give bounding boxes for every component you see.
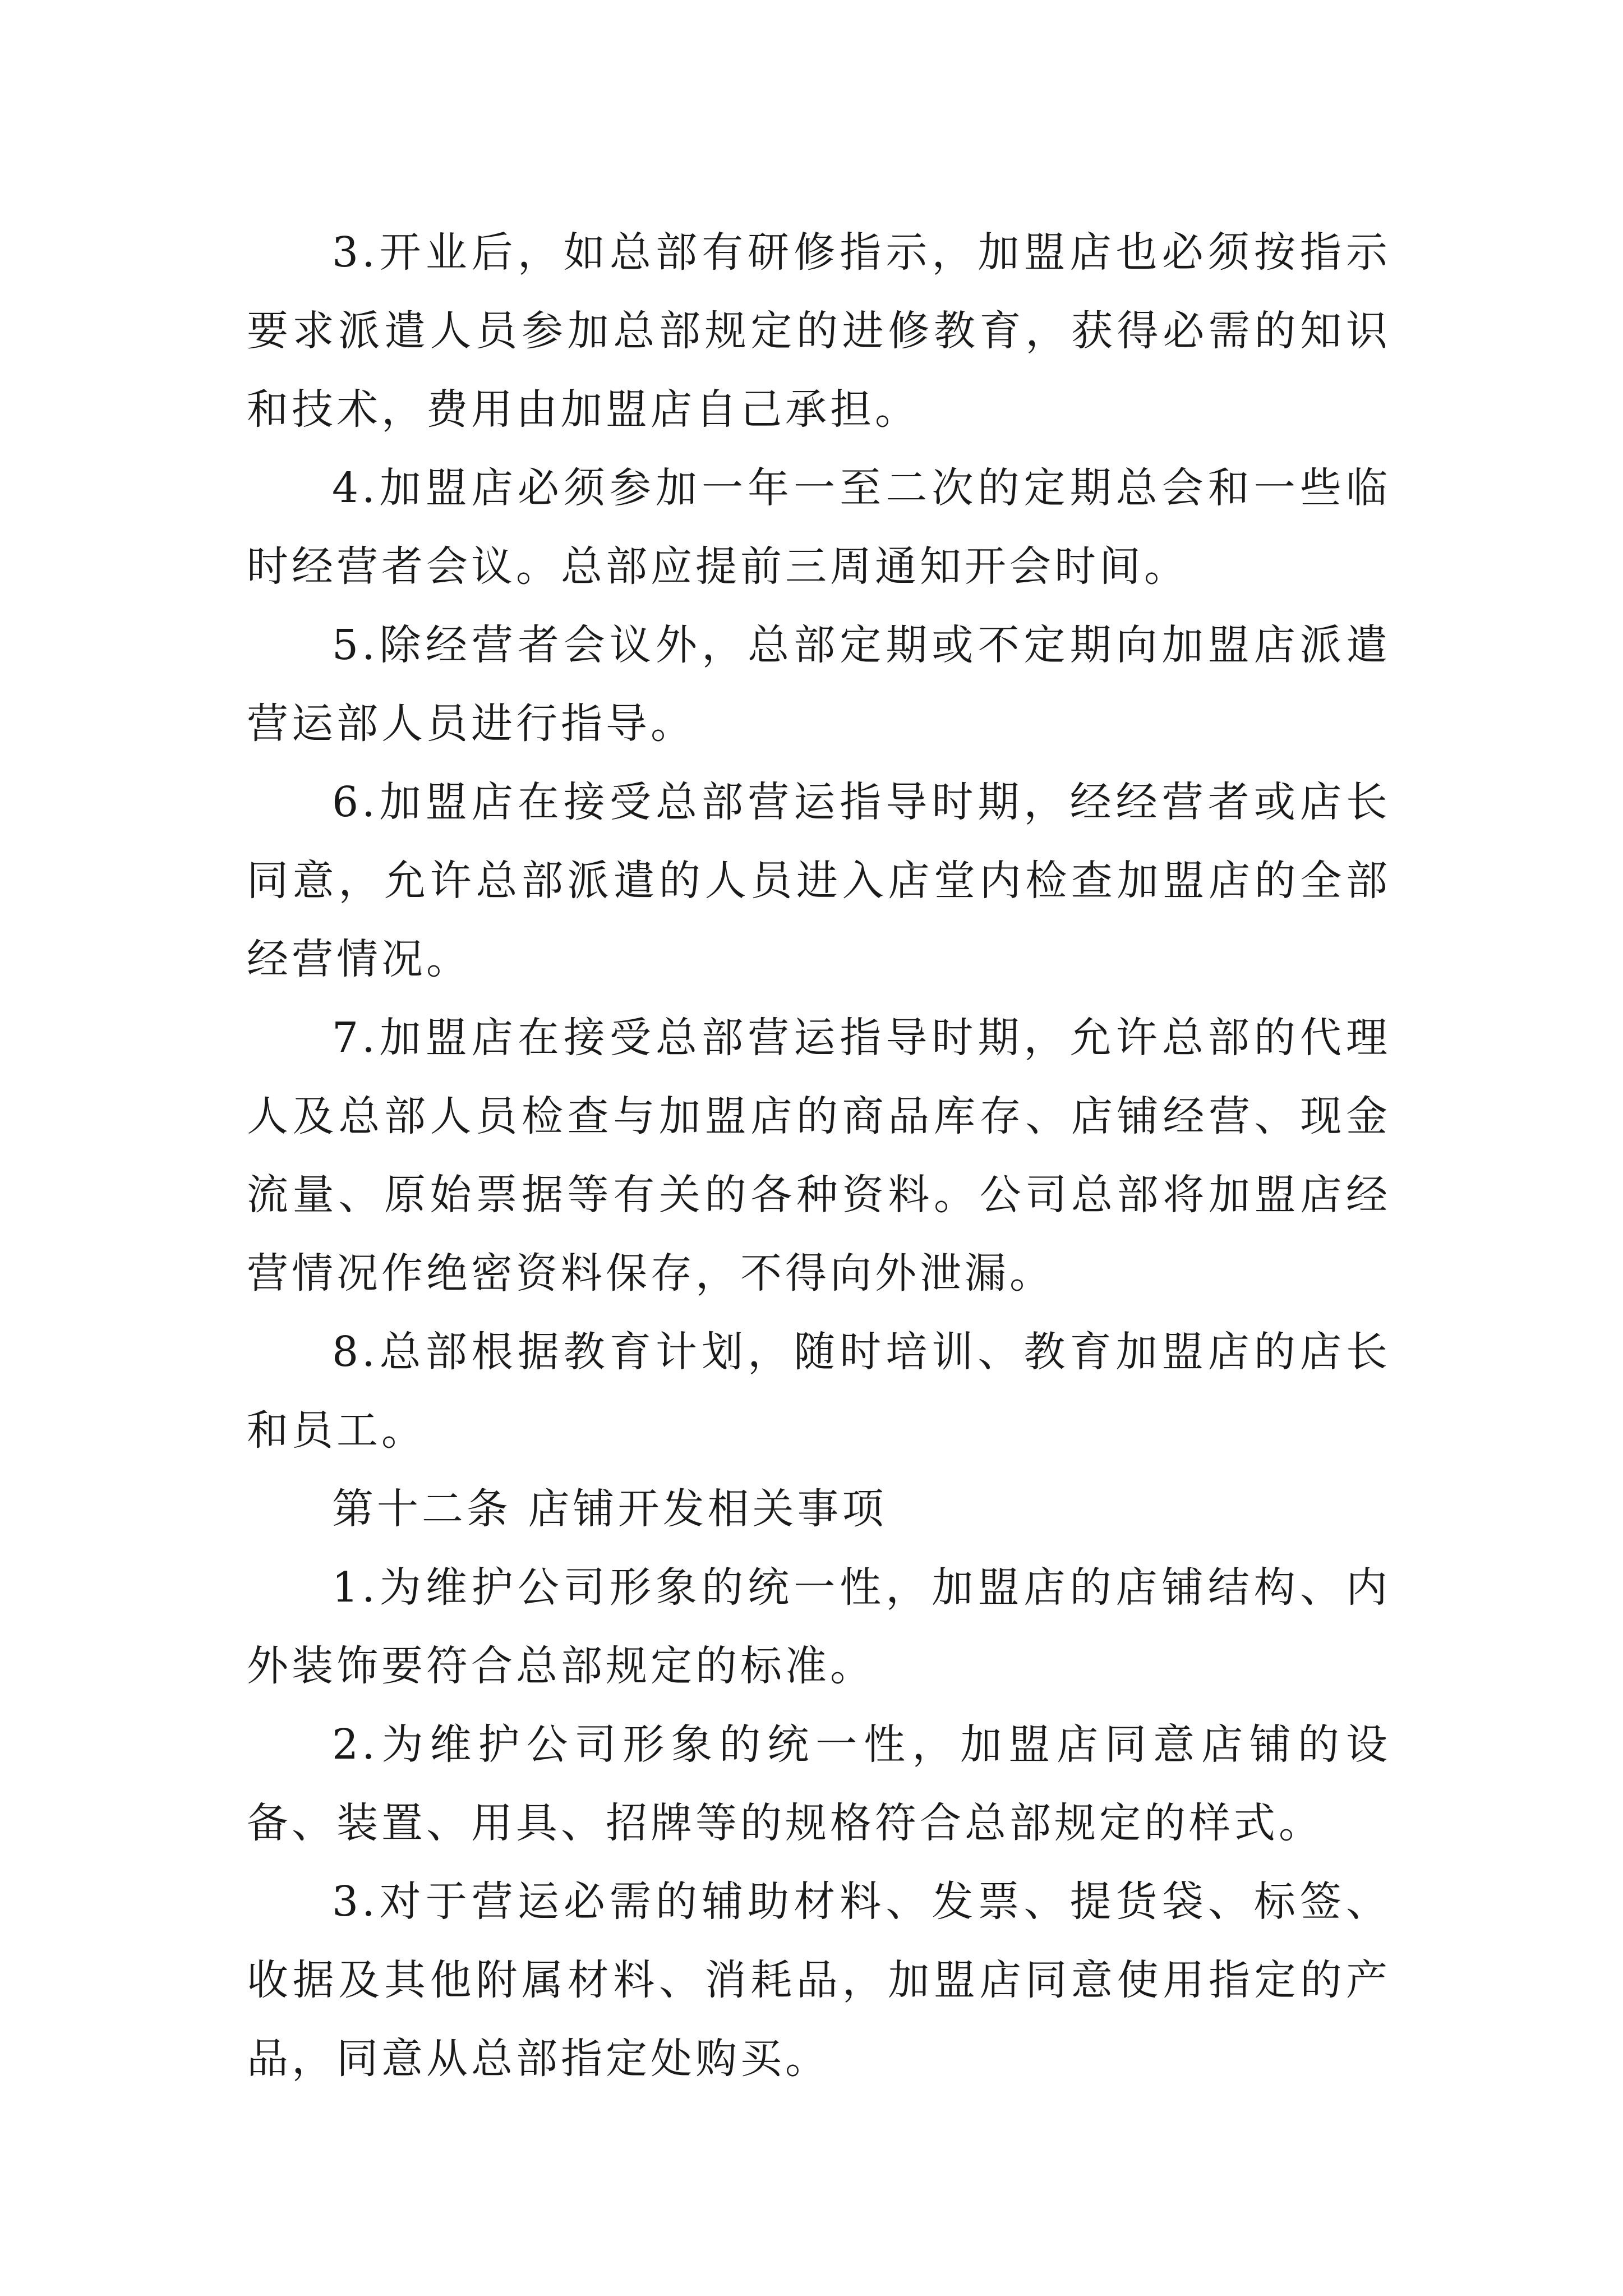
- section-paragraph-1-decoration: 1.为维护公司形象的统一性，加盟店的店铺结构、内外装饰要符合总部规定的标准。: [247, 1563, 1391, 1690]
- paragraph-4-meetings: 4.加盟店必须参加一年一至二次的定期总会和一些临时经营者会议。总部应提前三周通知开会时间。: [247, 464, 1391, 591]
- section-paragraph-3-materials: 3.对于营运必需的辅助材料、发票、提货袋、标签、收据及其他附属材料、消耗品，加盟店同意使用指定的产品，同意从总部指定处购买。: [247, 1878, 1391, 2083]
- document-body: [247, 213, 1391, 2098]
- section-paragraph-2-equipment: 2.为维护公司形象的统一性，加盟店同意店铺的设备、装置、用具、招牌等的规格符合总部规定的样式。: [247, 1720, 1391, 1847]
- paragraph-3-training: 3.开业后，如总部有研修指示，加盟店也必须按指示要求派遣人员参加总部规定的进修教育，获得必需的知识和技术，费用由加盟店自己承担。: [247, 228, 1391, 434]
- paragraph-8-education: 8.总部根据教育计划，随时培训、教育加盟店的店长和员工。: [247, 1328, 1391, 1455]
- paragraph-5-guidance: 5.除经营者会议外，总部定期或不定期向加盟店派遣营运部人员进行指导。: [247, 621, 1391, 748]
- section-heading-article-12: 第十二条 店铺开发相关事项: [332, 1485, 887, 1533]
- paragraph-7-records: 7.加盟店在接受总部营运指导时期，允许总部的代理人及总部人员检查与加盟店的商品库存、店铺经营、现金流量、原始票据等有关的各种资料。公司总部将加盟店经营情况作绝密资料保存，不得向外泄漏。: [247, 1014, 1391, 1297]
- paragraph-6-inspection: 6.加盟店在接受总部营运指导时期，经经营者或店长同意，允许总部派遣的人员进入店堂内检查加盟店的全部经营情况。: [247, 778, 1391, 983]
